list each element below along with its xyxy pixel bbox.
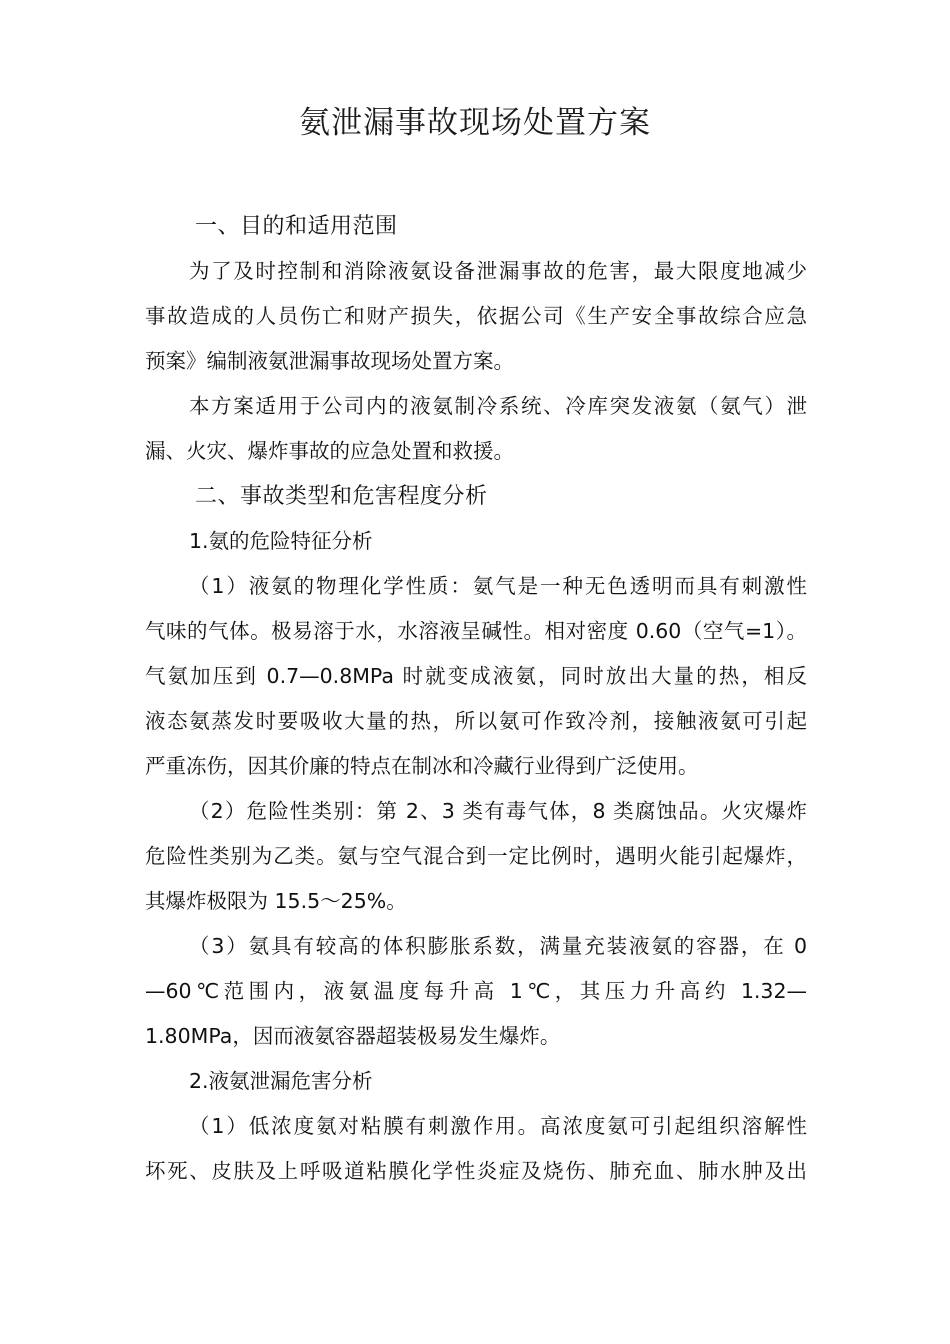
text-line: 事故造成的人员伤亡和财产损失，依据公司《生产安全事故综合应急 (145, 304, 807, 328)
text-line: 2.液氨泄漏危害分析 (189, 1069, 373, 1093)
text-line: 坏死、皮肤及上呼吸道粘膜化学性炎症及烧伤、肺充血、肺水肿及出 (145, 1159, 807, 1183)
text-line: 气氨加压到 0.7—0.8MPa 时就变成液氨，同时放出大量的热，相反 (145, 664, 807, 688)
section-heading: 二、事故类型和危害程度分析 (195, 484, 488, 509)
text-line: —60℃范围内，液氨温度每升高 1℃，其压力升高约 1.32— (145, 979, 807, 1003)
text-line: 预案》编制液氨泄漏事故现场处置方案。 (145, 349, 514, 373)
text-line: 其爆炸极限为 15.5～25%。 (145, 889, 407, 913)
text-line: 严重冻伤，因其价廉的特点在制冰和冷藏行业得到广泛使用。 (145, 754, 699, 778)
section-heading: 一、目的和适用范围 (195, 214, 398, 239)
text-line: （1）低浓度氨对粘膜有刺激作用。高浓度氨可引起组织溶解性 (189, 1114, 807, 1138)
document-body (145, 204, 807, 1194)
text-line: 本方案适用于公司内的液氨制冷系统、冷库突发液氨（氨气）泄 (189, 394, 807, 418)
text-line: 危险性类别为乙类。氨与空气混合到一定比例时，遇明火能引起爆炸， (145, 844, 807, 868)
text-line: （1）液氨的物理化学性质：氨气是一种无色透明而具有刺激性 (189, 574, 807, 598)
text-line: 液态氨蒸发时要吸收大量的热，所以氨可作致冷剂，接触液氨可引起 (145, 709, 807, 733)
text-line: 为了及时控制和消除液氨设备泄漏事故的危害，最大限度地减少 (189, 259, 807, 283)
text-line: 气味的气体。极易溶于水，水溶液呈碱性。相对密度 0.60（空气=1）。 (145, 619, 807, 643)
text-line: 1.氨的危险特征分析 (189, 529, 373, 553)
text-line: 1.80MPa，因而液氨容器超装极易发生爆炸。 (145, 1024, 561, 1048)
text-line: （3）氨具有较高的体积膨胀系数，满量充装液氨的容器，在 0 (189, 934, 807, 958)
text-line: （2）危险性类别：第 2、3 类有毒气体，8 类腐蚀品。火灾爆炸 (189, 799, 807, 823)
text-line: 漏、火灾、爆炸事故的应急处置和救援。 (145, 439, 514, 463)
document-title: 氨泄漏事故现场处置方案 (299, 105, 651, 141)
